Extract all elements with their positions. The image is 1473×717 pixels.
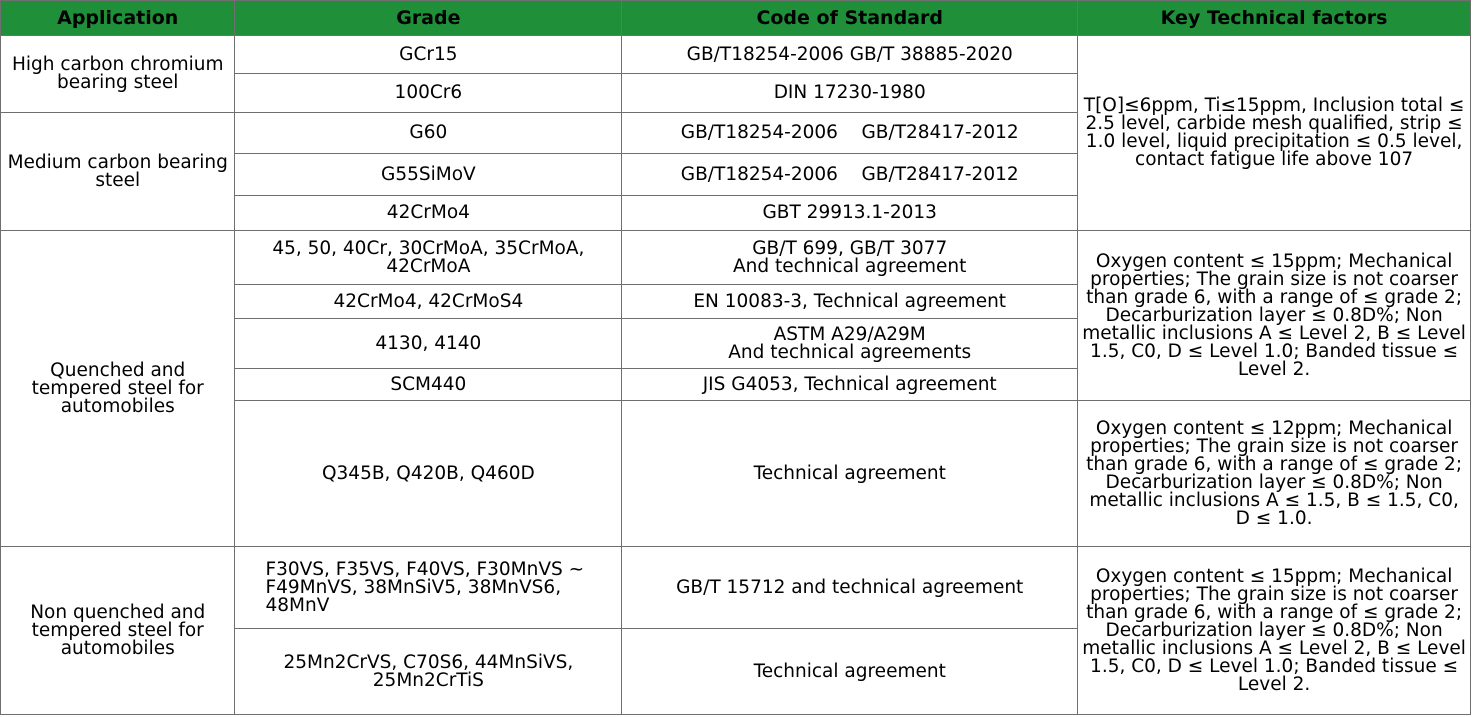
header-key-factors: Key Technical factors — [1078, 1, 1471, 36]
key-factors-cell: Oxygen content ≤ 15ppm; Mechanical properties; The grain size is not coarser than grade 6, with a range of ≤ grade 2; Decarburization layer ≤ 0.8D%; Non metallic inclusions A ≤ Level 2, B ≤ Level 1.5, C0, D ≤ Level 1.0; Banded tissue ≤ Level 2. — [1078, 231, 1471, 401]
table-row — [1, 231, 1471, 285]
application-cell: Medium carbon bearing steel — [1, 113, 235, 231]
grade-cell: G55SiMoV — [235, 154, 622, 196]
grade-cell: 100Cr6 — [235, 74, 622, 113]
grade-cell: 4130, 4140 — [235, 319, 622, 369]
code-cell: GBT 29913.1-2013 — [622, 196, 1078, 231]
table-row — [1, 547, 1471, 629]
grade-cell: GCr15 — [235, 36, 622, 74]
code-cell: EN 10083-3, Technical agreement — [622, 285, 1078, 319]
code-cell: GB/T18254-2006 GB/T28417-2012 — [622, 113, 1078, 154]
application-cell: Non quenched and tempered steel for automobiles — [1, 547, 235, 715]
grade-cell: G60 — [235, 113, 622, 154]
code-cell: GB/T 699, GB/T 3077 And technical agreement — [622, 231, 1078, 285]
header-grade: Grade — [235, 1, 622, 36]
grade-cell: SCM440 — [235, 369, 622, 401]
application-cell: Quenched and tempered steel for automobiles — [1, 231, 235, 547]
key-factors-cell: Oxygen content ≤ 15ppm; Mechanical properties; The grain size is not coarser than grade 6, with a range of ≤ grade 2; Decarburization layer ≤ 0.8D%; Non metallic inclusions A ≤ Level 2, B ≤ Level 1.5, C0, D ≤ Level 1.0; Banded tissue ≤ Level 2. — [1078, 547, 1471, 715]
code-cell: Technical agreement — [622, 401, 1078, 547]
code-cell: DIN 17230-1980 — [622, 74, 1078, 113]
code-cell: GB/T 15712 and technical agreement — [622, 547, 1078, 629]
code-cell: Technical agreement — [622, 629, 1078, 715]
code-cell: GB/T18254-2006 GB/T28417-2012 — [622, 154, 1078, 196]
table-row — [1, 36, 1471, 74]
grade-cell: 42CrMo4 — [235, 196, 622, 231]
grade-cell: 42CrMo4, 42CrMoS4 — [235, 285, 622, 319]
grade-cell: F30VS, F35VS, F40VS, F30MnVS ~ F49MnVS, 38MnSiV5, 38MnVS6, 48MnV — [235, 547, 622, 629]
code-cell: JIS G4053, Technical agreement — [622, 369, 1078, 401]
header-application: Application — [1, 1, 235, 36]
code-cell: ASTM A29/A29M And technical agreements — [622, 319, 1078, 369]
application-cell: High carbon chromium bearing steel — [1, 36, 235, 113]
grade-cell: 25Mn2CrVS, C70S6, 44MnSiVS, 25Mn2CrTiS — [235, 629, 622, 715]
grade-cell: 45, 50, 40Cr, 30CrMoA, 35CrMoA, 42CrMoA — [235, 231, 622, 285]
header-row — [1, 1, 1471, 36]
key-factors-cell: T[O]≤6ppm, Ti≤15ppm, Inclusion total ≤ 2.5 level, carbide mesh qualified, strip ≤ 1.0 level, liquid precipitation ≤ 0.5 level, contact fatigue life above 107 — [1078, 36, 1471, 231]
grade-cell: Q345B, Q420B, Q460D — [235, 401, 622, 547]
code-cell: GB/T18254-2006 GB/T 38885-2020 — [622, 36, 1078, 74]
header-code: Code of Standard — [622, 1, 1078, 36]
key-factors-cell: Oxygen content ≤ 12ppm; Mechanical properties; The grain size is not coarser than grade 6, with a range of ≤ grade 2; Decarburization layer ≤ 0.8D%; Non metallic inclusions A ≤ 1.5, B ≤ 1.5, C0, D ≤ 1.0. — [1078, 401, 1471, 547]
